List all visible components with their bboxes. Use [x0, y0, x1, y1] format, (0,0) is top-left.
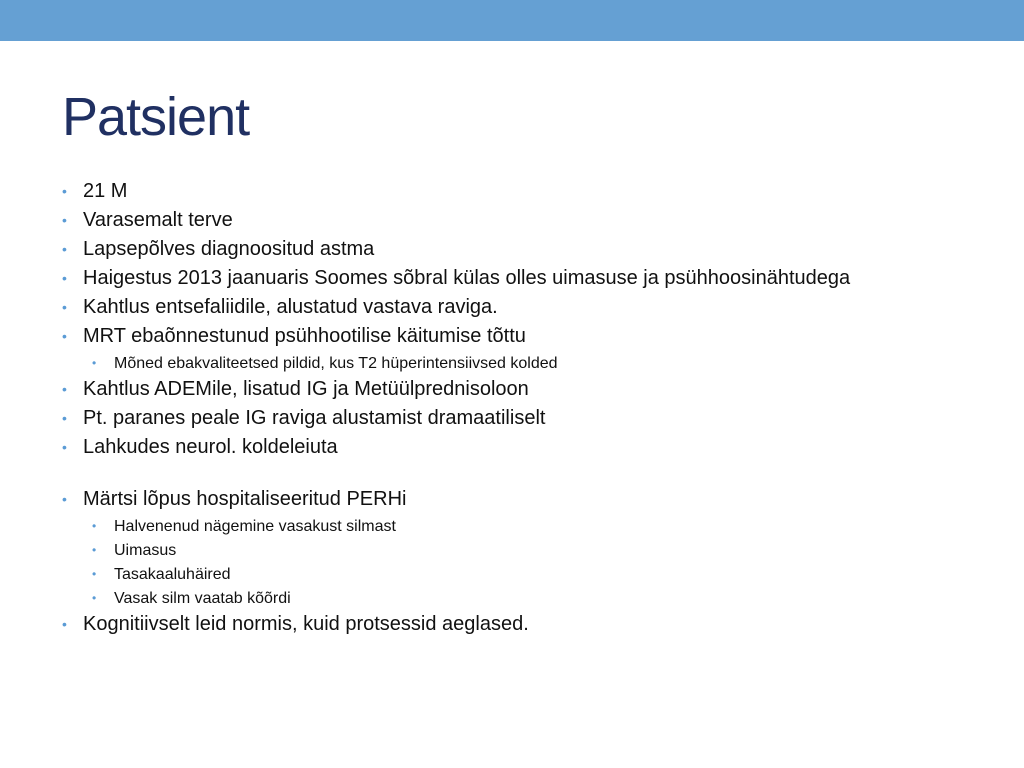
list-item	[62, 488, 962, 511]
list-item-text: Märtsi lõpus hospitaliseeritud PERHi	[83, 488, 407, 510]
sub-list-item	[62, 565, 962, 584]
list-item	[62, 180, 962, 203]
sub-list-item-text: Uimasus	[114, 542, 177, 559]
sub-list-item-text: Tasakaaluhäired	[114, 566, 231, 583]
sub-list-item	[62, 517, 962, 536]
list-item-text: Lapsepõlves diagnoositud astma	[83, 238, 375, 260]
sub-list-item-text: Vasak silm vaatab kõõrdi	[114, 590, 291, 607]
list-item	[62, 325, 962, 348]
bullet-icon: •	[92, 567, 97, 581]
list-item	[62, 436, 962, 459]
bullet-icon: •	[92, 356, 97, 370]
sub-list-item-text: Mõned ebakvaliteetsed pildid, kus T2 hüperintensiivsed kolded	[114, 355, 558, 372]
list-item	[62, 296, 962, 319]
list-item	[62, 407, 962, 430]
bullet-icon: •	[62, 299, 67, 315]
bullet-icon: •	[62, 381, 67, 397]
bullet-icon: •	[62, 270, 67, 286]
bullet-icon: •	[62, 491, 67, 507]
sub-list-item-text: Halvenenud nägemine vasakust silmast	[114, 518, 396, 535]
list-item-text: Pt. paranes peale IG raviga alustamist dramaatiliselt	[83, 407, 546, 429]
bullet-icon: •	[62, 410, 67, 426]
slide-body	[62, 180, 962, 642]
list-item	[62, 613, 962, 636]
bullet-list	[62, 180, 962, 636]
top-accent-band	[0, 0, 1024, 41]
sub-list-item	[62, 589, 962, 608]
bullet-icon: •	[62, 212, 67, 228]
list-item-text: Kognitiivselt leid normis, kuid protsessid aeglased.	[83, 613, 529, 635]
list-item-text: Varasemalt terve	[83, 209, 233, 231]
list-item-text: MRT ebaõnnestunud psühhootilise käitumise tõttu	[83, 325, 526, 347]
bullet-icon: •	[92, 543, 97, 557]
list-item-text: Lahkudes neurol. koldeleiuta	[83, 436, 338, 458]
list-item-text: Kahtlus ADEMile, lisatud IG ja Metüülprednisoloon	[83, 378, 529, 400]
slide-title: Patsient	[62, 87, 250, 147]
list-item-text: Haigestus 2013 jaanuaris Soomes sõbral külas olles uimasuse ja psühhoosinähtudega	[83, 267, 851, 289]
bullet-icon: •	[92, 591, 97, 605]
list-item	[62, 209, 962, 232]
sub-list-item	[62, 354, 962, 373]
sub-list-item	[62, 541, 962, 560]
bullet-icon: •	[92, 519, 97, 533]
bullet-icon: •	[62, 183, 67, 199]
list-item-text: Kahtlus entsefaliidile, alustatud vastava raviga.	[83, 296, 498, 318]
list-item	[62, 238, 962, 261]
bullet-icon: •	[62, 616, 67, 632]
bullet-icon: •	[62, 328, 67, 344]
blank-line	[62, 465, 962, 488]
bullet-icon: •	[62, 439, 67, 455]
bullet-icon: •	[62, 241, 67, 257]
list-item	[62, 267, 962, 290]
list-item-text: 21 M	[83, 180, 128, 202]
list-item	[62, 378, 962, 401]
